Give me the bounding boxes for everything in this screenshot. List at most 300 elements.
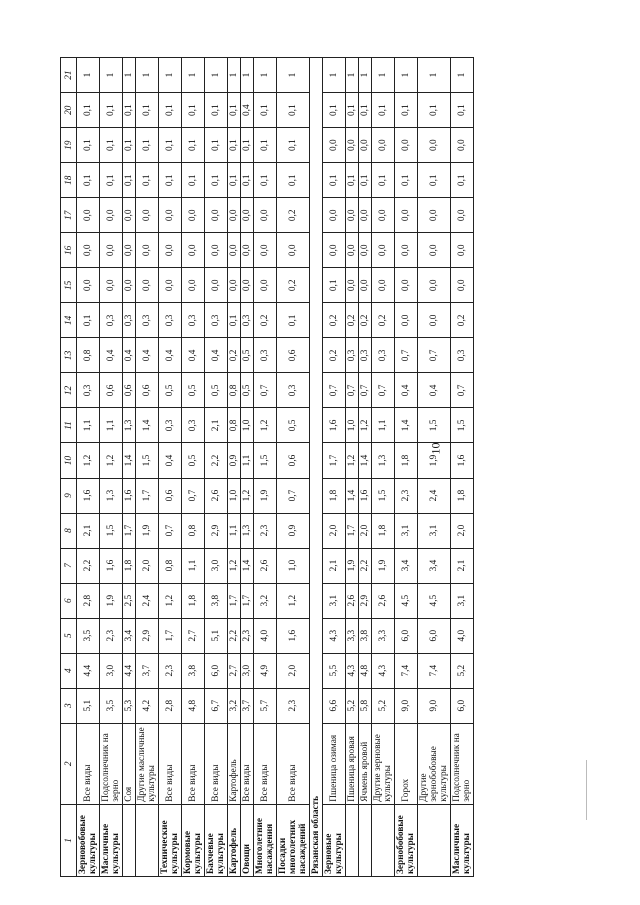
value-cell: 0,2 — [346, 303, 359, 338]
value-cell: 0,1 — [241, 128, 254, 163]
value-cell: 0,1 — [418, 93, 451, 128]
value-cell: 0,6 — [277, 443, 310, 478]
table-row — [77, 58, 100, 877]
value-cell: 0,0 — [100, 233, 123, 268]
value-cell: 1,2 — [228, 548, 241, 583]
value-cell: 3,0 — [205, 548, 228, 583]
value-cell: 0,8 — [159, 548, 182, 583]
value-cell: 3,0 — [241, 653, 254, 688]
value-cell: 0,2 — [323, 303, 346, 338]
crop-group-cell: Овощи — [241, 804, 254, 876]
crop-group-cell: Картофель — [228, 804, 241, 876]
crop-group-cell: Масличные культуры — [451, 804, 474, 876]
value-cell: 6,6 — [323, 688, 346, 723]
crop-type-cell: Все виды — [205, 723, 228, 804]
value-cell: 0,0 — [136, 268, 159, 303]
value-cell: 1,2 — [346, 443, 359, 478]
value-cell: 0,3 — [123, 303, 136, 338]
value-cell: 1 — [451, 58, 474, 93]
value-cell: 2,2 — [228, 618, 241, 653]
table-row — [182, 58, 205, 877]
value-cell: 0,0 — [359, 128, 372, 163]
value-cell: 0,9 — [228, 443, 241, 478]
value-cell: 1,5 — [451, 408, 474, 443]
value-cell: 1 — [323, 58, 346, 93]
value-cell: 5,1 — [205, 618, 228, 653]
crop-type-cell: Все виды — [254, 723, 277, 804]
table-row — [205, 58, 228, 877]
value-cell: 0,0 — [346, 233, 359, 268]
value-cell: 0,1 — [228, 93, 241, 128]
value-cell: 1 — [77, 58, 100, 93]
value-cell: 0,4 — [418, 373, 451, 408]
value-cell: 3,0 — [100, 653, 123, 688]
value-cell: 1,6 — [323, 408, 346, 443]
value-cell: 0,0 — [323, 198, 346, 233]
crop-type-cell: Пшеница яровая — [346, 723, 359, 804]
value-cell: 0,2 — [254, 303, 277, 338]
value-cell: 0,2 — [323, 338, 346, 373]
value-cell: 3,5 — [100, 688, 123, 723]
value-cell: 4,5 — [395, 583, 418, 618]
value-cell: 0,1 — [205, 163, 228, 198]
value-cell: 1,1 — [182, 548, 205, 583]
value-cell: 1,9 — [254, 478, 277, 513]
value-cell: 0,7 — [418, 338, 451, 373]
value-cell: 2,0 — [451, 513, 474, 548]
value-cell: 1,6 — [359, 478, 372, 513]
value-cell: 0,1 — [254, 93, 277, 128]
value-cell: 0,0 — [159, 198, 182, 233]
value-cell: 5,1 — [77, 688, 100, 723]
column-header: 15 — [61, 268, 77, 303]
crop-group-cell — [372, 804, 395, 876]
value-cell: 2,3 — [100, 618, 123, 653]
column-header: 2 — [61, 723, 77, 804]
crop-type-cell: Горох — [395, 723, 418, 804]
column-header: 7 — [61, 548, 77, 583]
table-row — [159, 58, 182, 877]
value-cell: 0,0 — [182, 198, 205, 233]
value-cell: 0,2 — [277, 268, 310, 303]
value-cell: 3,7 — [241, 688, 254, 723]
value-cell: 1 — [136, 58, 159, 93]
value-cell: 1,0 — [346, 408, 359, 443]
value-cell: 1,9 — [372, 548, 395, 583]
value-cell: 4,3 — [323, 618, 346, 653]
value-cell: 1,3 — [123, 408, 136, 443]
value-cell: 2,8 — [159, 688, 182, 723]
value-cell: 2,8 — [77, 583, 100, 618]
column-header: 6 — [61, 583, 77, 618]
value-cell: 0,5 — [241, 338, 254, 373]
value-cell: 1 — [205, 58, 228, 93]
value-cell: 0,0 — [395, 198, 418, 233]
value-cell: 3,1 — [418, 513, 451, 548]
value-cell: 0,0 — [359, 233, 372, 268]
value-cell: 0,3 — [277, 373, 310, 408]
crop-type-cell: Все виды — [182, 723, 205, 804]
value-cell: 0,8 — [228, 373, 241, 408]
value-cell: 1 — [418, 58, 451, 93]
value-cell: 0,4 — [159, 338, 182, 373]
column-header: 8 — [61, 513, 77, 548]
value-cell: 0,1 — [228, 128, 241, 163]
value-cell: 0,1 — [346, 93, 359, 128]
value-cell: 1,5 — [418, 408, 451, 443]
value-cell: 0,0 — [241, 268, 254, 303]
value-cell: 0,0 — [277, 233, 310, 268]
value-cell: 1 — [100, 58, 123, 93]
value-cell: 1,1 — [77, 408, 100, 443]
value-cell: 0,0 — [182, 233, 205, 268]
value-cell: 0,1 — [277, 93, 310, 128]
value-cell: 0,5 — [205, 373, 228, 408]
value-cell: 0,0 — [123, 268, 136, 303]
value-cell: 3,4 — [123, 618, 136, 653]
value-cell: 0,0 — [451, 268, 474, 303]
value-cell: 1,5 — [100, 513, 123, 548]
value-cell: 0,1 — [136, 93, 159, 128]
value-cell: 3,2 — [228, 688, 241, 723]
value-cell: 0,0 — [418, 128, 451, 163]
crop-group-cell: Бахчевые культуры — [205, 804, 228, 876]
value-cell: 1,5 — [136, 443, 159, 478]
value-cell: 2,6 — [372, 583, 395, 618]
value-cell: 0,3 — [241, 303, 254, 338]
value-cell: 1,6 — [123, 478, 136, 513]
value-cell: 1,9 — [418, 443, 451, 478]
value-cell: 0,7 — [254, 373, 277, 408]
column-header: 1 — [61, 804, 77, 876]
value-cell: 1 — [241, 58, 254, 93]
value-cell: 1,7 — [323, 443, 346, 478]
table-row — [323, 58, 346, 877]
value-cell: 0,0 — [418, 303, 451, 338]
value-cell: 2,1 — [205, 408, 228, 443]
value-cell: 0,4 — [159, 443, 182, 478]
value-cell: 1,9 — [100, 583, 123, 618]
value-cell: 2,1 — [451, 548, 474, 583]
value-cell: 0,6 — [123, 373, 136, 408]
value-cell: 0,1 — [205, 128, 228, 163]
value-cell: 2,7 — [182, 618, 205, 653]
value-cell: 5,3 — [123, 688, 136, 723]
value-cell: 0,0 — [451, 233, 474, 268]
value-cell: 3,1 — [323, 583, 346, 618]
value-cell: 0,1 — [77, 128, 100, 163]
value-cell: 1,4 — [395, 408, 418, 443]
value-cell: 0,0 — [254, 198, 277, 233]
value-cell: 0,1 — [395, 93, 418, 128]
value-cell: 2,9 — [136, 618, 159, 653]
value-cell: 2,0 — [323, 513, 346, 548]
value-cell: 0,0 — [372, 233, 395, 268]
table-row — [346, 58, 359, 877]
value-cell: 0,6 — [159, 478, 182, 513]
crop-type-cell: Другие зернобобовые культуры — [418, 723, 451, 804]
value-cell: 0,3 — [100, 303, 123, 338]
value-cell: 0,0 — [228, 268, 241, 303]
value-cell: 0,1 — [372, 163, 395, 198]
value-cell: 2,0 — [277, 653, 310, 688]
value-cell: 1 — [228, 58, 241, 93]
value-cell: 0,7 — [182, 478, 205, 513]
table-row — [418, 58, 451, 877]
crop-group-cell: Технические культуры — [159, 804, 182, 876]
value-cell: 0,4 — [241, 93, 254, 128]
value-cell: 1,4 — [346, 478, 359, 513]
crop-type-cell: Другие масличные культуры — [136, 723, 159, 804]
value-cell: 0,0 — [395, 233, 418, 268]
value-cell: 2,2 — [205, 443, 228, 478]
value-cell: 5,2 — [346, 688, 359, 723]
value-cell: 1,3 — [241, 513, 254, 548]
value-cell: 1,2 — [77, 443, 100, 478]
value-cell: 0,0 — [372, 128, 395, 163]
value-cell: 3,3 — [372, 618, 395, 653]
value-cell: 0,0 — [241, 233, 254, 268]
value-cell: 1,2 — [254, 408, 277, 443]
value-cell: 2,5 — [123, 583, 136, 618]
value-cell: 0,0 — [359, 198, 372, 233]
value-cell: 0,1 — [205, 93, 228, 128]
value-cell: 2,3 — [159, 653, 182, 688]
value-cell: 1,5 — [372, 478, 395, 513]
column-header: 11 — [61, 408, 77, 443]
value-cell: 0,0 — [77, 233, 100, 268]
value-cell: 1,5 — [254, 443, 277, 478]
value-cell: 0,0 — [395, 128, 418, 163]
value-cell: 1,7 — [159, 618, 182, 653]
value-cell: 0,3 — [159, 303, 182, 338]
column-header: 21 — [61, 58, 77, 93]
table-row — [228, 58, 241, 877]
table-row — [451, 58, 474, 877]
value-cell: 1,2 — [159, 583, 182, 618]
value-cell: 1,7 — [241, 583, 254, 618]
value-cell: 0,3 — [205, 303, 228, 338]
value-cell: 0,0 — [136, 198, 159, 233]
value-cell: 1 — [359, 58, 372, 93]
value-cell: 3,1 — [395, 513, 418, 548]
value-cell: 1,8 — [451, 478, 474, 513]
value-cell: 0,1 — [136, 163, 159, 198]
value-cell: 1,6 — [100, 548, 123, 583]
value-cell: 0,1 — [277, 163, 310, 198]
value-cell: 3,8 — [205, 583, 228, 618]
crop-type-cell: Подсолнечник на зерно — [451, 723, 474, 804]
value-cell: 0,5 — [182, 373, 205, 408]
region-row — [310, 58, 323, 877]
column-header: 5 — [61, 618, 77, 653]
value-cell: 2,6 — [205, 478, 228, 513]
value-cell: 0,1 — [159, 128, 182, 163]
value-cell: 0,5 — [277, 408, 310, 443]
table-row — [359, 58, 372, 877]
value-cell: 0,1 — [359, 163, 372, 198]
value-cell: 0,4 — [136, 338, 159, 373]
value-cell: 0,1 — [123, 93, 136, 128]
value-cell: 0,3 — [346, 338, 359, 373]
value-cell: 0,7 — [277, 478, 310, 513]
value-cell: 1,7 — [346, 513, 359, 548]
value-cell: 0,0 — [346, 198, 359, 233]
value-cell: 0,1 — [77, 163, 100, 198]
region-title: Рязанская область — [310, 58, 323, 877]
value-cell: 0,1 — [359, 93, 372, 128]
value-cell: 1,2 — [241, 478, 254, 513]
value-cell: 0,0 — [418, 268, 451, 303]
value-cell: 2,2 — [359, 548, 372, 583]
value-cell: 0,0 — [205, 198, 228, 233]
table-frame — [60, 57, 580, 877]
value-cell: 0,7 — [346, 373, 359, 408]
value-cell: 0,1 — [182, 163, 205, 198]
value-cell: 1 — [182, 58, 205, 93]
value-cell: 1,7 — [123, 513, 136, 548]
value-cell: 0,0 — [159, 268, 182, 303]
value-cell: 1,7 — [228, 583, 241, 618]
value-cell: 0,2 — [451, 303, 474, 338]
value-cell: 2,4 — [418, 478, 451, 513]
value-cell: 0,1 — [100, 93, 123, 128]
value-cell: 0,7 — [372, 373, 395, 408]
value-cell: 0,0 — [418, 233, 451, 268]
value-cell: 3,2 — [254, 583, 277, 618]
value-cell: 0,1 — [100, 128, 123, 163]
value-cell: 0,1 — [182, 128, 205, 163]
value-cell: 1,4 — [359, 443, 372, 478]
table-row — [395, 58, 418, 877]
column-header: 12 — [61, 373, 77, 408]
column-header: 4 — [61, 653, 77, 688]
value-cell: 0,7 — [159, 513, 182, 548]
value-cell: 4,8 — [359, 653, 372, 688]
value-cell: 2,1 — [77, 513, 100, 548]
value-cell: 0,0 — [205, 268, 228, 303]
value-cell: 2,2 — [77, 548, 100, 583]
value-cell: 0,1 — [372, 93, 395, 128]
column-header: 18 — [61, 163, 77, 198]
value-cell: 1,4 — [136, 408, 159, 443]
value-cell: 0,1 — [136, 128, 159, 163]
page-number: 10 — [428, 442, 443, 455]
value-cell: 1,1 — [372, 408, 395, 443]
value-cell: 2,0 — [359, 513, 372, 548]
value-cell: 0,8 — [77, 338, 100, 373]
value-cell: 0,6 — [100, 373, 123, 408]
value-cell: 0,1 — [451, 163, 474, 198]
value-cell: 9,0 — [395, 688, 418, 723]
header-row — [61, 58, 77, 877]
value-cell: 0,5 — [159, 373, 182, 408]
value-cell: 5,8 — [359, 688, 372, 723]
crop-type-cell: Подсолнечник на зерно — [100, 723, 123, 804]
value-cell: 2,6 — [346, 583, 359, 618]
column-header: 16 — [61, 233, 77, 268]
value-cell: 6,0 — [418, 618, 451, 653]
crop-group-cell: Кормовые культуры — [182, 804, 205, 876]
value-cell: 0,0 — [323, 233, 346, 268]
value-cell: 0,0 — [254, 233, 277, 268]
table-row — [372, 58, 395, 877]
crop-type-cell: Все виды — [159, 723, 182, 804]
crop-group-cell: Зерновобовые культуры — [77, 804, 100, 876]
value-cell: 1,0 — [228, 478, 241, 513]
value-cell: 1,9 — [136, 513, 159, 548]
value-cell: 5,2 — [372, 688, 395, 723]
value-cell: 0,0 — [323, 128, 346, 163]
value-cell: 0,0 — [359, 268, 372, 303]
value-cell: 2,0 — [136, 548, 159, 583]
value-cell: 2,9 — [359, 583, 372, 618]
value-cell: 1,8 — [323, 478, 346, 513]
value-cell: 1,2 — [100, 443, 123, 478]
value-cell: 0,1 — [100, 163, 123, 198]
column-header: 20 — [61, 93, 77, 128]
value-cell: 1 — [372, 58, 395, 93]
value-cell: 0,7 — [395, 338, 418, 373]
value-cell: 1 — [159, 58, 182, 93]
value-cell: 6,0 — [451, 688, 474, 723]
value-cell: 3,7 — [136, 653, 159, 688]
value-cell: 0,1 — [77, 303, 100, 338]
crop-type-cell: Все виды — [241, 723, 254, 804]
value-cell: 2,3 — [395, 478, 418, 513]
value-cell: 0,1 — [77, 93, 100, 128]
value-cell: 0,1 — [395, 163, 418, 198]
value-cell: 1,2 — [359, 408, 372, 443]
crop-type-cell: Все виды — [77, 723, 100, 804]
value-cell: 0,6 — [277, 338, 310, 373]
value-cell: 1 — [254, 58, 277, 93]
value-cell: 3,4 — [395, 548, 418, 583]
crop-group-cell: Многолетние насаждения — [254, 804, 277, 876]
value-cell: 1,0 — [241, 408, 254, 443]
value-cell: 1,6 — [277, 618, 310, 653]
value-cell: 2,3 — [254, 513, 277, 548]
value-cell: 1,7 — [136, 478, 159, 513]
value-cell: 0,0 — [346, 268, 359, 303]
crop-group-cell — [136, 804, 159, 876]
crop-group-cell — [418, 804, 451, 876]
value-cell: 2,7 — [228, 653, 241, 688]
value-cell: 0,0 — [241, 198, 254, 233]
value-cell: 3,8 — [182, 653, 205, 688]
value-cell: 0,4 — [123, 338, 136, 373]
value-cell: 1,0 — [277, 548, 310, 583]
value-cell: 0,1 — [159, 93, 182, 128]
value-cell: 4,3 — [372, 653, 395, 688]
value-cell: 0,7 — [323, 373, 346, 408]
crop-type-cell: Картофель — [228, 723, 241, 804]
crop-type-cell: Все виды — [277, 723, 310, 804]
value-cell: 0,3 — [359, 338, 372, 373]
value-cell: 5,7 — [254, 688, 277, 723]
value-cell: 0,3 — [451, 338, 474, 373]
value-cell: 1,3 — [372, 443, 395, 478]
value-cell: 0,3 — [372, 338, 395, 373]
crop-group-cell — [359, 804, 372, 876]
value-cell: 3,5 — [77, 618, 100, 653]
value-cell: 1 — [395, 58, 418, 93]
value-cell: 0,1 — [451, 93, 474, 128]
value-cell: 0,4 — [100, 338, 123, 373]
value-cell: 3,4 — [418, 548, 451, 583]
value-cell: 1,4 — [241, 548, 254, 583]
value-cell: 4,9 — [254, 653, 277, 688]
